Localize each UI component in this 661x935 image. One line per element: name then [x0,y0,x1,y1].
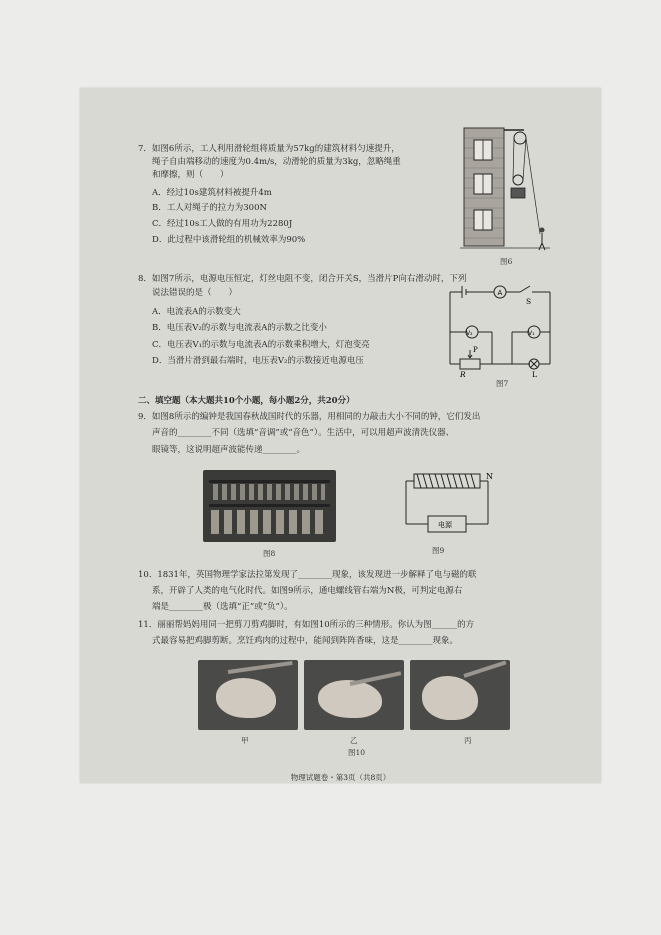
figure-10-label-bing: 丙 [464,736,472,745]
lamp-l-label: L [532,370,537,379]
slider-p-label: P [473,346,478,354]
figure-8-caption: 图8 [263,549,276,558]
figure-10-label-yi: 乙 [350,736,358,745]
ammeter-label: A [497,289,503,297]
q7-option-b: B．工人对绳子的拉力为300N [152,203,267,213]
q10-line2: 系，开辟了人类的电气化时代。如图9所示，通电螺线管右端为N极，可判定电源右 [152,586,463,596]
q11-line2: 式最容易把鸡脚剪断。烹饪鸡肉的过程中，能闻到阵阵香味，这是________现象。 [152,636,459,646]
q8-option-a: A．电流表A的示数变大 [152,307,241,317]
q9-line3: 眼镜等，这说明超声波能传递________。 [152,445,306,455]
figure-6-caption: 图6 [500,257,513,266]
exam-page [80,88,601,783]
q11-line1: 11．丽丽帮妈妈用同一把剪刀剪鸡脚时，有如图10所示的三种情形。你认为图______的方 [138,620,475,630]
figure-10-photo-yi [304,660,404,730]
q9-line2: 声音的________不同（选填“音调”或“音色”）。生活中，可以用超声波清洗仪器、 [152,428,455,438]
q8-option-d: D．当滑片滑到最右端时，电压表V₂的示数接近电源电压 [152,356,364,366]
voltmeter-v2-label: V₂ [466,330,473,337]
resistor-r-label: R [460,370,466,379]
q8-option-b: B．电压表V₂的示数与电流表A的示数之比变小 [152,323,327,333]
q7-stem-line2: 绳子自由端移动的速度为0.4m/s，动滑轮的质量为3kg，忽略绳重 [152,157,401,167]
figure-7-circuit-diagram [446,278,556,378]
figure-8-bells-photo [203,470,336,542]
voltmeter-v1-label: V₁ [528,330,535,337]
figure-7-caption: 图7 [496,379,509,388]
q7-option-d: D．此过程中该滑轮组的机械效率为90% [152,235,306,245]
power-source-label: 电源 [438,521,452,529]
q10-line1: 10．1831年，英国物理学家法拉第发现了________现象，该发现进一步解释了电与磁的联 [138,570,477,580]
figure-6-pulley-diagram [460,126,550,256]
q8-stem-line1: 8．如图7所示，电源电压恒定，灯丝电阻不变，闭合开关S，当滑片P向右滑动时，下列 [138,274,467,284]
figure-10-caption: 图10 [348,748,366,757]
figure-10-label-jia: 甲 [241,736,249,745]
figure-10-photo-jia [198,660,298,730]
q7-stem-line1: 7．如图6所示，工人利用滑轮组将质量为57kg的建筑材料匀速提升， [138,144,400,154]
switch-label: S [526,297,532,306]
q10-line3: 端是________极（选填“正”或“负”）。 [152,602,293,612]
page-footer: 物理试题卷・第3页（共8页） [290,773,391,782]
section-2-heading: 二、填空题（本大题共10个小题，每小题2分，共20分） [138,396,355,406]
q7-option-c: C．经过10s工人做的有用功为2280J [152,219,293,229]
q8-stem-line2: 说法错误的是（ ） [152,288,238,298]
figure-9-caption: 图9 [432,546,445,555]
q7-stem-line3: 和摩擦，则（ ） [152,170,229,180]
q8-option-c: C．电压表V₁的示数与电流表A的示数乘积增大，灯泡变亮 [152,340,370,350]
north-pole-label: N [486,472,493,481]
figure-10-photo-bing [410,660,510,730]
figure-9-solenoid-diagram [402,470,502,540]
q7-option-a: A．经过10s建筑材料被提升4m [152,188,272,198]
q9-line1: 9．如图8所示的编钟是我国春秋战国时代的乐器，用相同的力敲击大小不同的钟，它们发出 [138,412,481,422]
